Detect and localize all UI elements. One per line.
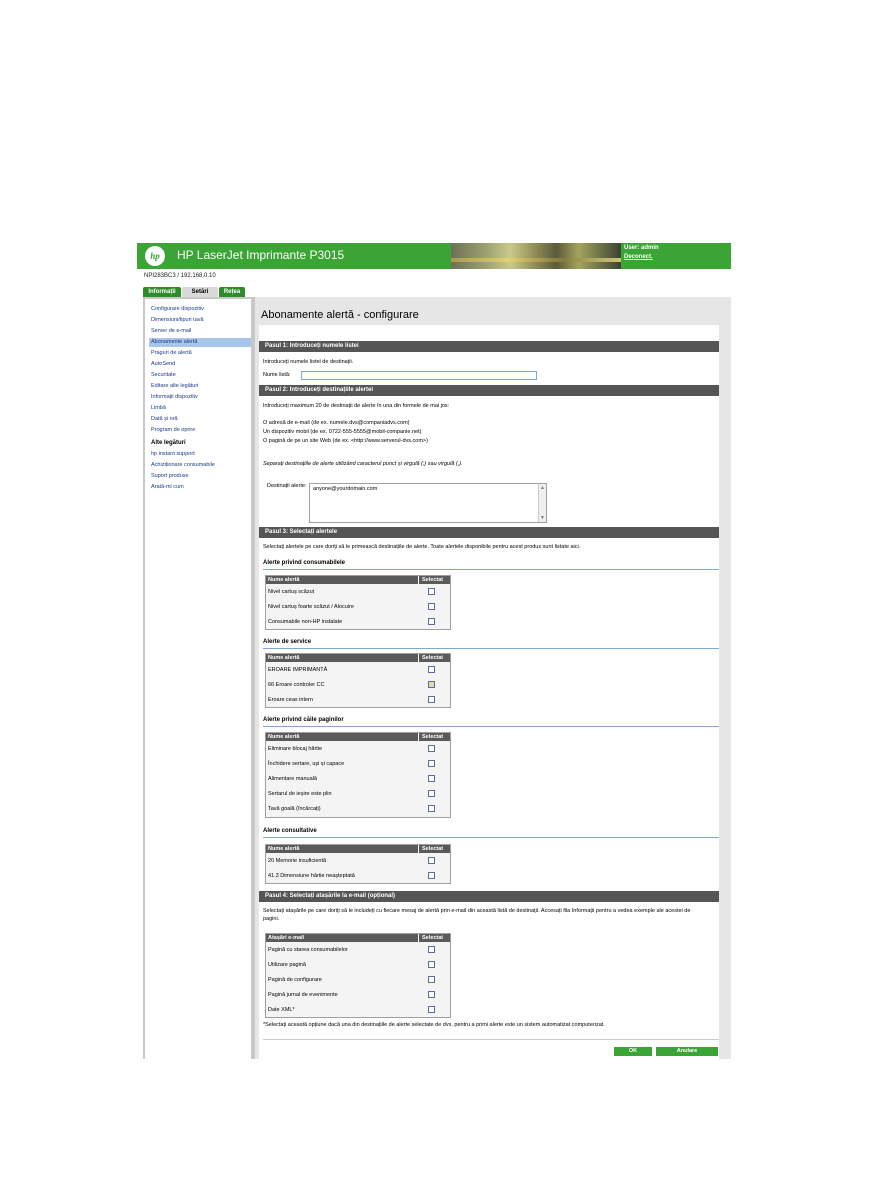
- step1-intro: Introduceți numele listei de destinații.: [263, 359, 354, 365]
- alert-checkbox[interactable]: [428, 618, 435, 625]
- table-row: [266, 958, 450, 973]
- table-row: [266, 854, 450, 869]
- col-select: Selectat: [418, 576, 450, 584]
- sidebar-link-suport-produse[interactable]: Suport produse: [151, 473, 189, 479]
- footer-divider: [263, 1039, 719, 1040]
- alert-label: 66 Eroare controler CC: [268, 682, 325, 688]
- alert-checkbox[interactable]: [428, 603, 435, 610]
- scroll-up-icon[interactable]: ▲: [540, 485, 545, 491]
- attachment-label: Pagină cu starea consumabilelor: [268, 947, 348, 953]
- sidebar-item-informatii-dispozitiv[interactable]: Informații dispozitiv: [151, 394, 198, 400]
- alert-label: Eliminare blocaj hârtie: [268, 746, 323, 752]
- table-row: [266, 615, 450, 630]
- table-header: [266, 576, 450, 584]
- step2-bar: Pasul 2: Introduceți destinațiile alertei: [259, 385, 719, 396]
- attachment-label: Utilizare pagină: [268, 962, 306, 968]
- alert-checkbox[interactable]: [428, 775, 435, 782]
- main-panel: [255, 297, 731, 1059]
- table-row: [266, 802, 450, 817]
- sidebar-item-securitate[interactable]: Securitate: [151, 372, 176, 378]
- tab-informatii[interactable]: Informații: [143, 287, 181, 297]
- content-area: [259, 325, 719, 1059]
- tab-retea[interactable]: Rețea: [219, 287, 245, 297]
- header-banner-image: [451, 243, 621, 269]
- hp-logo-icon: hp: [145, 246, 165, 266]
- browser-page: [137, 243, 731, 1059]
- step3-bar: Pasul 3: Selectați alertele: [259, 527, 719, 538]
- col-name: Nume alertă: [268, 655, 300, 661]
- list-name-input[interactable]: [301, 371, 537, 380]
- sidebar-item-autosend[interactable]: AutoSend: [151, 361, 176, 367]
- attachment-checkbox[interactable]: [428, 961, 435, 968]
- alert-label: Nivel cartuș scăzut: [268, 589, 315, 595]
- group-rule: [263, 837, 719, 838]
- col-name: Nume alertă: [268, 846, 300, 852]
- step2-line3: O pagină de pe un site Web (de ex. <http://www.serverul-dvs.com>): [263, 438, 428, 444]
- ok-button[interactable]: OK: [614, 1047, 652, 1056]
- table-row: [266, 973, 450, 988]
- user-label: User: admin: [624, 245, 659, 251]
- table-row: [266, 869, 450, 884]
- alert-label: EROARE IMPRIMANTĂ: [268, 667, 328, 673]
- col-select: Selectat: [418, 654, 450, 662]
- alert-label: Alimentare manuală: [268, 776, 317, 782]
- attachment-label: Pagină de configurare: [268, 977, 322, 983]
- sidebar-item-data-ora[interactable]: Dată și oră: [151, 416, 178, 422]
- table-row: [266, 600, 450, 615]
- scroll-down-icon[interactable]: ▼: [540, 515, 545, 521]
- table-row: [266, 585, 450, 600]
- group-consultative-title: Alerte consultative: [263, 828, 317, 834]
- alert-checkbox[interactable]: [428, 857, 435, 864]
- alert-table-consumabile: [265, 575, 451, 630]
- alert-checkbox[interactable]: [428, 872, 435, 879]
- step4-bar: Pasul 4: Selectați atașările la e-mail (opțional): [259, 891, 719, 902]
- alert-label: Tavă goală (încărcați): [268, 806, 321, 812]
- attachment-checkbox[interactable]: [428, 1006, 435, 1013]
- group-cai-pagini-title: Alerte privind căile paginilor: [263, 717, 344, 723]
- alert-checkbox[interactable]: [428, 666, 435, 673]
- group-rule: [263, 569, 719, 570]
- sidebar-item-server-email[interactable]: Server de e-mail: [151, 328, 192, 334]
- alert-table-service: [265, 653, 451, 708]
- logout-link[interactable]: Deconect.: [624, 254, 653, 260]
- step4-intro-line1: Selectați atașările pe care doriți să le includeți cu fiecare mesaj de alertă prin e-mail din această listă de destinații. Accesați fila Informații pentru a vedea exemple ale acestei de: [263, 908, 691, 914]
- table-row: [266, 787, 450, 802]
- attachments-table: [265, 933, 451, 1018]
- alert-label: Sertarul de ieșire este plin: [268, 791, 332, 797]
- sidebar-item-abonamente-alerta[interactable]: Abonamente alertă: [149, 338, 257, 347]
- col-select: Selectat: [418, 733, 450, 741]
- step2-note: Separați destinațiile de alerte utilizând caracterul punct și virgulă (;) sau virgulă (,).: [263, 461, 463, 467]
- group-rule: [263, 648, 719, 649]
- table-header: [266, 654, 450, 662]
- step3-intro: Selectați alertele pe care doriți să le primească destinațiile de alerte. Toate alertele disponibile pentru acest produs sunt listate aici.: [263, 544, 581, 550]
- step4-intro-line2: pagini.: [263, 916, 280, 922]
- table-header: [266, 845, 450, 853]
- table-row: [266, 1003, 450, 1018]
- table-row: [266, 693, 450, 708]
- tab-setari[interactable]: Setări: [182, 287, 218, 297]
- alert-label: Eroare ceas intern: [268, 697, 313, 703]
- table-row: [266, 757, 450, 772]
- user-box: [621, 243, 731, 269]
- step4-footnote: *Selectați această opțiune dacă una din destinațiile de alerte selectate de dvs. pentru a primi alerte este un sistem automatizat computerizat.: [263, 1022, 605, 1028]
- table-header: [266, 733, 450, 741]
- group-service-title: Alerte de service: [263, 639, 312, 645]
- sidebar-item-editare-legaturi[interactable]: Editare alte legături: [151, 383, 199, 389]
- sidebar-item-program-oprire[interactable]: Program de oprire: [151, 427, 196, 433]
- col-name: Atașări e-mail: [268, 935, 305, 941]
- sidebar-item-praguri-alerta[interactable]: Praguri de alertă: [151, 350, 192, 356]
- attachment-label: Pagină jurnal de evenimente: [268, 992, 338, 998]
- table-row: [266, 772, 450, 787]
- alert-checkbox[interactable]: [428, 588, 435, 595]
- alert-checkbox[interactable]: [428, 745, 435, 752]
- alert-checkbox[interactable]: [428, 681, 435, 688]
- alert-table-cai-pagini: [265, 732, 451, 818]
- step2-line2: Un dispozitiv mobil (de ex. 0722-555-5555@mobil-companie.net): [263, 429, 422, 435]
- sidebar-item-configurare-dispozitiv[interactable]: Configurare dispozitiv: [151, 306, 204, 312]
- sidebar-link-arata-mi-cum[interactable]: Arată-mi cum: [151, 484, 184, 490]
- dest-scrollbar[interactable]: [538, 484, 546, 522]
- sidebar-link-hp-instant-support[interactable]: hp instant support: [151, 451, 195, 457]
- table-row: [266, 742, 450, 757]
- group-rule: [263, 726, 719, 727]
- col-name: Nume alertă: [268, 577, 300, 583]
- table-row: [266, 663, 450, 678]
- step2-intro: Introduceți maximum 20 de destinații de alerte în una din formele de mai jos:: [263, 403, 450, 409]
- group-consumabile-title: Alerte privind consumabilele: [263, 560, 346, 566]
- dest-textarea[interactable]: [309, 483, 547, 523]
- app-header: [137, 243, 731, 269]
- alert-checkbox[interactable]: [428, 790, 435, 797]
- device-id: NPI283BC3 / 192.168.0.10: [144, 273, 216, 279]
- alert-checkbox[interactable]: [428, 805, 435, 812]
- col-select: Selectat: [418, 845, 450, 853]
- table-row: [266, 678, 450, 693]
- alert-label: Nivel cartuș foarte scăzut / Alocuire: [268, 604, 354, 610]
- alert-label: Consumabile non-HP instalate: [268, 619, 343, 625]
- col-name: Nume alertă: [268, 734, 300, 740]
- step2-line1: O adresă de e-mail (de ex. numele.dvs@companiadvs.com): [263, 420, 410, 426]
- app-title: HP LaserJet Imprimante P3015: [177, 248, 345, 262]
- table-row: [266, 988, 450, 1003]
- alert-checkbox[interactable]: [428, 696, 435, 703]
- table-row: [266, 943, 450, 958]
- attachment-label: Date XML*: [268, 1007, 295, 1013]
- alert-label: Închidere sertare, uși și capace: [268, 761, 345, 767]
- col-select: Selectat: [418, 934, 450, 942]
- sidebar-item-dimensiuni-tipuri-tava[interactable]: Dimensiuni/tipuri tavă: [151, 317, 204, 323]
- table-header: [266, 934, 450, 942]
- alert-checkbox[interactable]: [428, 760, 435, 767]
- page-title: Abonamente alertă - configurare: [261, 309, 419, 321]
- dest-value: anyone@yourdomain.com: [313, 486, 378, 492]
- attachment-checkbox[interactable]: [428, 946, 435, 953]
- attachment-checkbox[interactable]: [428, 976, 435, 983]
- step1-bar: Pasul 1: Introduceți numele listei: [259, 341, 719, 352]
- alert-label: 41.3 Dimensiune hârtie neașteptată: [268, 873, 355, 879]
- alert-label: 20 Memorie insuficientă: [268, 858, 327, 864]
- dest-label: Destinații alerte:: [267, 483, 307, 489]
- list-name-label: Nume listă:: [263, 372, 291, 378]
- sidebar-item-limba[interactable]: Limbă: [151, 405, 166, 411]
- sidebar-link-achizitionare[interactable]: Achiziționare consumabile: [151, 462, 215, 468]
- sidebar: [143, 297, 257, 1059]
- cancel-button[interactable]: Anulare: [656, 1047, 718, 1056]
- attachment-checkbox[interactable]: [428, 991, 435, 998]
- other-links-heading: Alte legături: [151, 440, 186, 446]
- alert-table-consultative: [265, 844, 451, 884]
